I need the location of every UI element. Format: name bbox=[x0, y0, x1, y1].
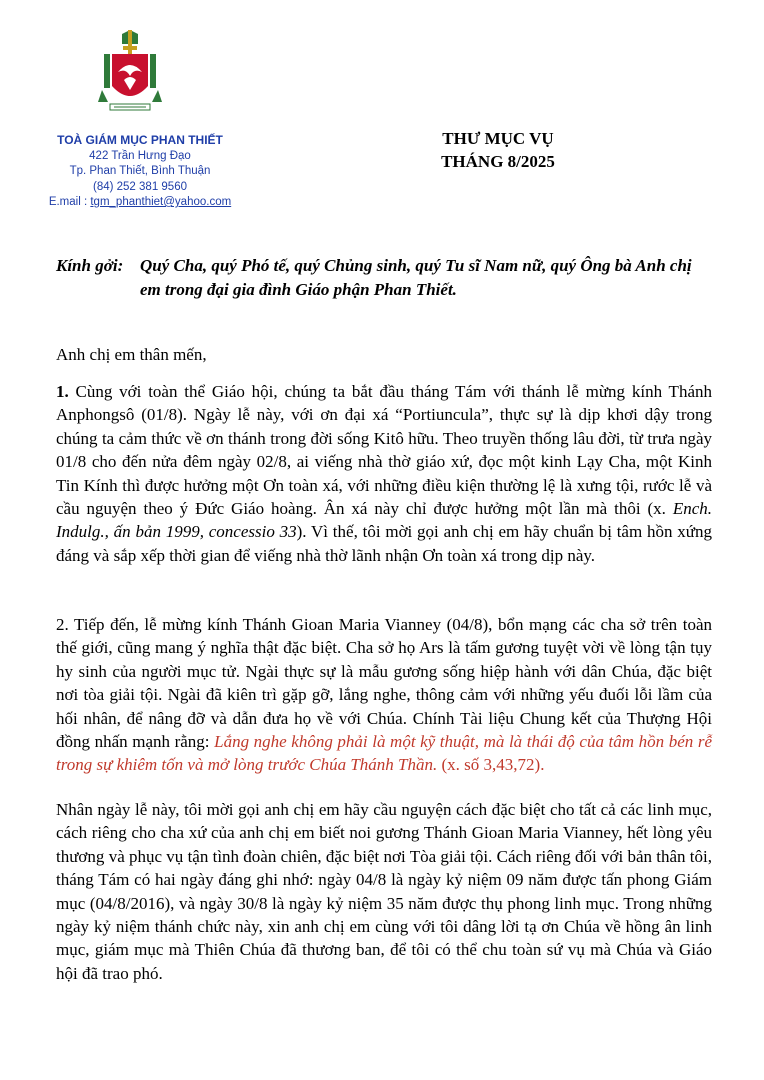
document-month: THÁNG 8/2025 bbox=[441, 152, 555, 171]
org-phone: (84) 252 381 9560 bbox=[93, 180, 187, 193]
salutation-label: Kính gởi: bbox=[56, 256, 124, 275]
paragraph-3: Nhân ngày lễ này, tôi mời gọi anh chị em hãy cầu nguyện cách đặc biệt cho tất cả các linh mục, cách riêng cho cha xứ của anh chị em biết noi gương Thánh Gioan Maria Vianney, hết lòng yêu thương và phục vụ tận tình đoàn chiên, đặc biệt nơi Tòa giải tội. Cách riêng đối với bản thân tôi, tháng Tám có hai ngày đáng ghi nhớ: ngày 04/8 là ngày kỷ niệm 09 năm được tấn phong Giám mục (04/8/2016), và ngày 30/8 là ngày kỷ niệm 35 năm được thụ phong linh mục. Trong những ngày kỷ niệm thánh chức này, xin anh chị em cùng với tôi dâng lời tạ ơn Chúa về hồng ân linh mục, giám mục mà Thiên Chúa đã thương ban, để tôi có thể chu toàn sứ vụ mà Chúa và Giáo hội đã trao phó. bbox=[56, 800, 712, 983]
org-email-line bbox=[40, 195, 240, 211]
paragraph-2-reference: (x. số 3,43,72). bbox=[437, 755, 545, 775]
paragraph-1-citation: Ench. Indulg., ấn bản 1999, concessio 33 bbox=[56, 499, 712, 542]
salutation bbox=[56, 254, 716, 302]
org-city: Tp. Phan Thiết, Bình Thuận bbox=[69, 165, 211, 177]
paragraph-1 bbox=[56, 380, 712, 567]
paragraph-1-text-a: Cùng với toàn thể Giáo hội, chúng ta bắt đầu tháng Tám với thánh lễ mừng kính Thánh Anphongsô (01/8). Ngày lễ này, với ơn đại xá “Portiuncula”, thực sự là dịp khơi dậy trong chúng ta cảm thức về ơn thánh trong đời sống Kitô hữu. Theo truyền thống lâu đời, từ trưa ngày 01/8 cho đến nửa đêm ngày 02/8, ai viếng nhà thờ giáo xứ, đọc một kinh Lạy Cha, một Kinh Tin Kính thì được hưởng một Ơn toàn xá, với những điều kiện thường lệ là xưng tội, rước lễ và cầu nguyện theo ý Đức Giáo hoàng. Ân xá này chỉ được hưởng một lần mà thôi (x. bbox=[56, 382, 712, 519]
email-link[interactable]: tgm_phanthiet@yahoo.com bbox=[90, 196, 232, 208]
salutation-recipients: Quý Cha, quý Phó tế, quý Chủng sinh, quý Tu sĩ Nam nữ, quý Ông bà Anh chị em trong đại gia đình Giáo phận Phan Thiết. bbox=[140, 256, 692, 299]
paragraph-1-text-b: ). Vì thế, tôi mời gọi anh chị em hãy chuẩn bị tâm hồn xứng đáng và sắp xếp thời gian để viếng nhà thờ lãnh nhận Ơn toàn xá trong dịp này. bbox=[56, 522, 712, 565]
paragraph-2 bbox=[56, 613, 712, 777]
paragraph-2-text: 2. Tiếp đến, lễ mừng kính Thánh Gioan Maria Vianney (04/8), bổn mạng các cha sở trên toàn thế giới, cũng mang ý nghĩa thật đặc biệt. Cha sở họ Ars là tấm gương tuyệt vời về lòng tận tụy hy sinh của người mục tử. Ngài thực sự là mẫu gương sống hiệp hành với dân Chúa, đặc biệt nơi tòa giải tội. Ngài đã kiên trì gặp gỡ, lắng nghe, thông cảm với những yếu đuối lỗi lầm của hối nhân, để nâng đỡ và dẫn đưa họ về với Chúa. Chính Tài liệu Chung kết của Thượng Hội đồng nhấn mạnh rằng: bbox=[56, 615, 712, 752]
document-title-block bbox=[418, 127, 578, 173]
opening-line: Anh chị em thân mến, bbox=[56, 345, 207, 364]
email-label: E.mail : bbox=[48, 196, 91, 208]
diocese-contact-block bbox=[40, 133, 240, 211]
org-name: TOÀ GIÁM MỤC PHAN THIẾT bbox=[57, 133, 223, 147]
paragraph-1-number: 1. bbox=[56, 382, 69, 401]
paragraph-2-quote: Lắng nghe không phải là một kỹ thuật, mà là thái độ của tâm hồn bén rễ trong sự khiêm tốn và mở lòng trước Chúa Thánh Thần. bbox=[56, 732, 712, 775]
org-address: 422 Trần Hưng Đạo bbox=[89, 149, 191, 162]
diocese-coat-of-arms-logo bbox=[96, 28, 164, 116]
document-title: THƯ MỤC VỤ bbox=[442, 129, 554, 148]
